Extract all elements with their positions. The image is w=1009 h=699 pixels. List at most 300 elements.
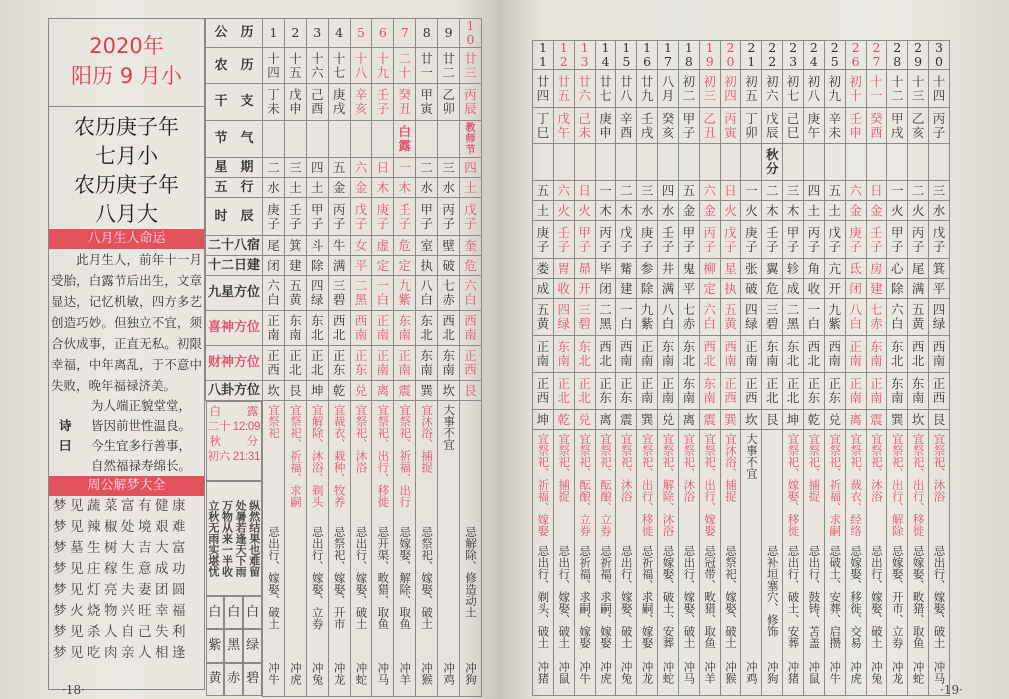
solar-date-cell: 22 bbox=[762, 41, 783, 70]
auspicious-cell bbox=[908, 430, 929, 541]
clash-cell bbox=[460, 646, 482, 696]
mansion-cell: 虚 bbox=[372, 236, 394, 256]
hour-cell: 壬子 bbox=[866, 221, 887, 259]
clash-cell bbox=[783, 655, 804, 695]
clash-cell-text: 冲虎 bbox=[598, 660, 613, 684]
day-officer-cell: 除 bbox=[637, 279, 658, 299]
fortune-text-body: 此月生人，前年十一月受胎，白露节后出生，文章显达，记忆机敏，四方多艺创造巧妙。但独立不宜，须合伙成事，正直无私。初限幸福，中年离乱，于不意中失败，晚年福禄济美。 bbox=[51, 252, 202, 393]
row-solar-date bbox=[206, 19, 482, 48]
hour-cell: 庚子 bbox=[845, 221, 866, 259]
weekday-cell: 五 bbox=[678, 181, 699, 201]
wealth-god-cell: 正南 bbox=[637, 373, 658, 410]
row-ganzhi bbox=[533, 108, 950, 144]
inauspicious-cell bbox=[350, 516, 372, 646]
term-time: 二十 12:09 bbox=[207, 421, 261, 433]
day-officer-cell: 平 bbox=[678, 279, 699, 299]
dream-line: 梦见庄稼生意成功 bbox=[53, 561, 189, 577]
ganzhi-cell: 戊申 bbox=[284, 84, 306, 121]
joy-god-cell: 东北 bbox=[783, 336, 804, 373]
row-auspicious bbox=[533, 430, 950, 541]
nine-star-cell: 三碧 bbox=[762, 299, 783, 336]
ganzhi-cell: 辛亥 bbox=[350, 84, 372, 121]
solar-date-cell: 10 bbox=[460, 19, 482, 48]
fortune-text bbox=[49, 249, 204, 396]
auspicious-cell-text: 宜祭祀、解除、沐浴 bbox=[661, 433, 676, 537]
clash-cell bbox=[637, 655, 658, 695]
inauspicious-cell bbox=[658, 540, 679, 655]
trigram-cell: 坎 bbox=[908, 410, 929, 430]
lunar-months bbox=[49, 113, 204, 229]
day-officer-cell: 开 bbox=[574, 279, 595, 299]
ganzhi-cell: 己酉 bbox=[306, 84, 328, 121]
weekday-cell: 六 bbox=[350, 158, 372, 178]
lower-left-block bbox=[206, 401, 263, 696]
clash-cell-text: 冲羊 bbox=[703, 660, 718, 684]
joy-god-cell: 西北 bbox=[438, 311, 460, 346]
term-char: 秋 bbox=[209, 436, 221, 448]
auspicious-cell bbox=[553, 430, 574, 541]
weekday-cell: 日 bbox=[866, 181, 887, 201]
five-elements-cell: 水 bbox=[637, 201, 658, 221]
inauspicious-cell-text: 忌祈福、求嗣、嫁娶 bbox=[640, 545, 655, 649]
clash-cell bbox=[394, 646, 416, 696]
hour-cell: 戊子 bbox=[824, 221, 845, 259]
auspicious-cell bbox=[637, 430, 658, 541]
mansion-cell: 房 bbox=[866, 259, 887, 279]
solar-date-cell: 28 bbox=[887, 41, 908, 70]
nine-star-cell: 五黄 bbox=[720, 299, 741, 336]
wealth-god-cell: 正西 bbox=[741, 373, 762, 410]
ganzhi-cell: 丙辰 bbox=[460, 84, 482, 121]
clash-cell bbox=[824, 655, 845, 695]
clash-cell-text: 冲鼠 bbox=[557, 660, 572, 684]
five-elements-cell: 火 bbox=[741, 201, 762, 221]
solar-date-cell: 5 bbox=[350, 19, 372, 48]
clash-cell-text: 冲龙 bbox=[332, 661, 347, 685]
solar-term-cell bbox=[306, 121, 328, 158]
day-officer-cell: 建 bbox=[284, 256, 306, 276]
solar-term-cell bbox=[416, 121, 438, 158]
auspicious-cell bbox=[803, 430, 824, 541]
weekday-cell: 六 bbox=[699, 181, 720, 201]
dream-line: 梦见辣椒处境艰难 bbox=[53, 519, 189, 535]
lunar-date-cell: 廿七 bbox=[595, 70, 616, 108]
term-char: 露 bbox=[246, 406, 258, 418]
inauspicious-cell bbox=[845, 540, 866, 655]
auspicious-cell bbox=[887, 430, 908, 541]
lunar-date-cell: 廿五 bbox=[553, 70, 574, 108]
joy-god-cell: 东南 bbox=[284, 311, 306, 346]
wealth-god-cell: 正东 bbox=[803, 373, 824, 410]
inauspicious-cell-text: 忌祈福、求嗣、嫁娶 bbox=[598, 545, 613, 649]
five-elements-cell: 金 bbox=[699, 201, 720, 221]
auspicious-cell bbox=[328, 401, 350, 517]
weekday-cell: 四 bbox=[658, 181, 679, 201]
auspicious-cell-text: 宜祭祀、祈福、嫁娶 bbox=[536, 433, 551, 537]
inauspicious-cell-text: 忌出行、嫁娶、破土 bbox=[354, 526, 369, 630]
row-label: 八卦方位 bbox=[206, 381, 263, 401]
nine-star-cell: 七赤 bbox=[438, 276, 460, 311]
day-officer-cell: 满 bbox=[658, 279, 679, 299]
clash-cell bbox=[803, 655, 824, 695]
solar-date-cell: 18 bbox=[678, 41, 699, 70]
wealth-god-cell: 正东 bbox=[350, 346, 372, 381]
almanac-table-right bbox=[532, 40, 950, 696]
hour-cell: 丙子 bbox=[908, 221, 929, 259]
inauspicious-cell bbox=[553, 540, 574, 655]
lunar-date-cell: 十二 bbox=[887, 70, 908, 108]
auspicious-cell-text: 宜祭祀、祈福、求嗣 bbox=[288, 404, 303, 508]
lunar-date-cell: 廿九 bbox=[637, 70, 658, 108]
solar-date-cell: 15 bbox=[616, 41, 637, 70]
clash-cell-text: 冲蛇 bbox=[911, 660, 926, 684]
ganzhi-cell: 丁未 bbox=[263, 84, 285, 121]
weekday-cell: 五 bbox=[824, 181, 845, 201]
solar-term-cell bbox=[908, 144, 929, 181]
solar-date-cell: 27 bbox=[866, 41, 887, 70]
row-lunar-date bbox=[206, 48, 482, 84]
weekday-cell: 四 bbox=[803, 181, 824, 201]
wealth-god-cell: 正西 bbox=[720, 373, 741, 410]
trigram-cell: 坎 bbox=[438, 381, 460, 401]
joy-god-cell: 东北 bbox=[416, 311, 438, 346]
solar-date-cell: 8 bbox=[416, 19, 438, 48]
day-officer-cell: 满 bbox=[908, 279, 929, 299]
nine-star-cell: 九紫 bbox=[637, 299, 658, 336]
row-label: 时 辰 bbox=[206, 198, 263, 236]
wealth-god-cell: 正北 bbox=[762, 373, 783, 410]
weekday-cell: 四 bbox=[460, 158, 482, 178]
solar-term-cell bbox=[574, 144, 595, 181]
trigram-cell: 震 bbox=[616, 410, 637, 430]
clash-cell-text: 冲牛 bbox=[578, 660, 593, 684]
inauspicious-cell-text: 忌嫁娶、开市、立券 bbox=[890, 545, 905, 649]
auspicious-cell bbox=[741, 430, 762, 541]
lunar-line: 农历庚子年 bbox=[74, 173, 179, 197]
auspicious-cell bbox=[783, 430, 804, 541]
hour-cell: 戊子 bbox=[350, 198, 372, 236]
joy-god-cell: 东南 bbox=[394, 311, 416, 346]
five-elements-cell: 火 bbox=[574, 201, 595, 221]
nine-star-cell: 九紫 bbox=[394, 276, 416, 311]
row-trigram bbox=[533, 410, 950, 430]
clash-cell-text: 冲虎 bbox=[288, 661, 303, 685]
auspicious-cell bbox=[284, 401, 306, 517]
row-auspicious bbox=[206, 401, 482, 517]
clash-cell bbox=[553, 655, 574, 695]
day-officer-cell: 收 bbox=[553, 279, 574, 299]
day-officer-cell: 执 bbox=[416, 256, 438, 276]
inauspicious-cell-text: 忌祈福、求嗣、嫁娶 bbox=[578, 545, 593, 649]
day-officer-cell: 闭 bbox=[595, 279, 616, 299]
clash-cell bbox=[595, 655, 616, 695]
star-grid-cell: 紫 bbox=[206, 629, 225, 662]
almanac-table-left bbox=[205, 18, 482, 697]
inauspicious-cell bbox=[533, 540, 554, 655]
joy-god-cell: 正南 bbox=[845, 336, 866, 373]
day-officer-cell: 成 bbox=[783, 279, 804, 299]
dream-banner: 周公解梦大全 bbox=[49, 476, 204, 496]
inauspicious-cell-text: 忌嫁娶、移徙、交易 bbox=[849, 545, 864, 649]
hour-cell: 壬子 bbox=[658, 221, 679, 259]
auspicious-cell bbox=[658, 430, 679, 541]
day-officer-cell: 平 bbox=[929, 279, 950, 299]
row-day-officer bbox=[533, 279, 950, 299]
left-page bbox=[0, 0, 500, 699]
ganzhi-cell: 庚戌 bbox=[328, 84, 350, 121]
ganzhi-cell: 庚申 bbox=[595, 108, 616, 144]
wealth-god-cell: 正南 bbox=[658, 373, 679, 410]
star-grid-cell: 白 bbox=[206, 596, 225, 629]
solar-date-cell: 21 bbox=[741, 41, 762, 70]
trigram-cell: 坤 bbox=[306, 381, 328, 401]
weekday-cell: 一 bbox=[595, 181, 616, 201]
solar-date-cell: 12 bbox=[553, 41, 574, 70]
inauspicious-cell bbox=[416, 516, 438, 646]
clash-cell-text: 冲狗 bbox=[463, 661, 478, 685]
lunar-date-cell: 初十 bbox=[845, 70, 866, 108]
nine-star-cell: 二黑 bbox=[595, 299, 616, 336]
mansion-cell: 毕 bbox=[595, 259, 616, 279]
clash-cell-text: 冲兔 bbox=[619, 660, 634, 684]
wealth-god-cell: 正西 bbox=[533, 373, 554, 410]
poem bbox=[49, 396, 204, 476]
wealth-god-cell: 东南 bbox=[678, 373, 699, 410]
trigram-cell: 巽 bbox=[887, 410, 908, 430]
mansion-cell: 星 bbox=[720, 259, 741, 279]
dream-line: 梦墓生树大吉大富 bbox=[53, 540, 189, 556]
inauspicious-cell bbox=[574, 540, 595, 655]
poem-label: 诗 bbox=[59, 418, 72, 433]
day-officer-cell: 除 bbox=[887, 279, 908, 299]
hour-cell: 庚子 bbox=[372, 198, 394, 236]
day-officer-cell: 建 bbox=[616, 279, 637, 299]
day-officer-cell: 定 bbox=[699, 279, 720, 299]
nine-star-cell: 二黑 bbox=[350, 276, 372, 311]
row-label: 财神方位 bbox=[206, 346, 263, 381]
lunar-date-cell: 初三 bbox=[699, 70, 720, 108]
auspicious-cell-text: 宜祭祀、祈福、出行 bbox=[398, 404, 413, 508]
joy-god-cell: 东南 bbox=[553, 336, 574, 373]
clash-cell bbox=[908, 655, 929, 695]
auspicious-cell-text: 宜祭祀、捕捉 bbox=[557, 433, 572, 502]
lunar-date-cell: 十四 bbox=[263, 48, 285, 84]
lunar-date-cell: 廿二 bbox=[438, 48, 460, 84]
ganzhi-cell: 己巳 bbox=[783, 108, 804, 144]
five-elements-cell: 金 bbox=[866, 201, 887, 221]
weekday-cell: 四 bbox=[306, 158, 328, 178]
hour-cell: 甲子 bbox=[783, 221, 804, 259]
trigram-cell: 震 bbox=[394, 381, 416, 401]
five-elements-cell: 火 bbox=[553, 201, 574, 221]
solar-date-cell: 2 bbox=[284, 19, 306, 48]
hour-cell: 庚子 bbox=[533, 221, 554, 259]
weekday-cell: 五 bbox=[533, 181, 554, 201]
clash-cell-text: 冲猪 bbox=[536, 660, 551, 684]
nine-star-cell: 八白 bbox=[416, 276, 438, 311]
solar-date-cell: 24 bbox=[803, 41, 824, 70]
clash-cell-text: 冲狗 bbox=[765, 660, 780, 684]
wealth-god-cell: 正南 bbox=[394, 346, 416, 381]
year-title: 2020年 bbox=[89, 34, 164, 58]
five-elements-cell: 金 bbox=[845, 201, 866, 221]
row-nine-star bbox=[533, 299, 950, 336]
five-elements-cell: 火 bbox=[887, 201, 908, 221]
ganzhi-cell: 己未 bbox=[574, 108, 595, 144]
nine-star-cell: 五黄 bbox=[908, 299, 929, 336]
auspicious-cell bbox=[929, 430, 950, 541]
solar-term-cell bbox=[678, 144, 699, 181]
solar-term-cell bbox=[438, 121, 460, 158]
day-officer-cell: 除 bbox=[306, 256, 328, 276]
clash-cell bbox=[533, 655, 554, 695]
solar-date-cell: 25 bbox=[824, 41, 845, 70]
mansion-cell: 女 bbox=[350, 236, 372, 256]
auspicious-cell bbox=[845, 430, 866, 541]
joy-god-cell: 西北 bbox=[595, 336, 616, 373]
five-elements-cell: 土 bbox=[306, 178, 328, 198]
joy-god-cell: 正南 bbox=[533, 336, 554, 373]
row-solar-term bbox=[533, 144, 950, 181]
row-clash bbox=[533, 655, 950, 695]
hour-cell: 甲子 bbox=[887, 221, 908, 259]
weekday-cell: 二 bbox=[908, 181, 929, 201]
auspicious-cell-text: 宜祭祀、沐浴 bbox=[932, 433, 947, 502]
right-page bbox=[500, 0, 1009, 699]
solar-term-cell bbox=[929, 144, 950, 181]
lunar-date-cell: 廿三 bbox=[460, 48, 482, 84]
five-elements-cell: 木 bbox=[616, 201, 637, 221]
row-nine-star bbox=[206, 276, 482, 311]
row-joy-god bbox=[533, 336, 950, 373]
five-elements-cell: 水 bbox=[263, 178, 285, 198]
ganzhi-cell: 甲寅 bbox=[416, 84, 438, 121]
auspicious-cell bbox=[394, 401, 416, 517]
day-officer-cell: 执 bbox=[720, 279, 741, 299]
lunar-date-cell: 廿八 bbox=[616, 70, 637, 108]
solar-term-cell bbox=[783, 144, 804, 181]
clash-cell-text: 冲鸡 bbox=[744, 660, 759, 684]
lunar-date-cell: 初四 bbox=[720, 70, 741, 108]
weekday-cell: 日 bbox=[372, 158, 394, 178]
inauspicious-cell bbox=[263, 516, 285, 646]
solar-term-cell bbox=[328, 121, 350, 158]
row-label: 五 行 bbox=[206, 178, 263, 198]
mansion-cell: 亢 bbox=[824, 259, 845, 279]
ganzhi-cell: 甲戌 bbox=[887, 108, 908, 144]
weekday-cell: 二 bbox=[263, 158, 285, 178]
proverb-column: 立秋无雨实堪忧 bbox=[206, 500, 220, 577]
row-lunar-date bbox=[533, 70, 950, 108]
five-elements-cell: 木 bbox=[762, 201, 783, 221]
solar-term-cell bbox=[553, 144, 574, 181]
row-label: 公 历 bbox=[206, 19, 263, 48]
lunar-date-cell: 十五 bbox=[284, 48, 306, 84]
hour-cell: 戊子 bbox=[720, 221, 741, 259]
clash-cell-text: 冲龙 bbox=[890, 660, 905, 684]
hour-cell: 丙子 bbox=[328, 198, 350, 236]
lunar-date-cell: 廿四 bbox=[533, 70, 554, 108]
weekday-cell: 二 bbox=[762, 181, 783, 201]
solar-term-cell bbox=[741, 144, 762, 181]
day-officer-cell: 开 bbox=[824, 279, 845, 299]
joy-god-cell: 西南 bbox=[824, 336, 845, 373]
mansion-cell: 翼 bbox=[762, 259, 783, 279]
weekday-cell: 三 bbox=[284, 158, 306, 178]
nine-star-cell: 三碧 bbox=[574, 299, 595, 336]
hour-cell: 丙子 bbox=[803, 221, 824, 259]
auspicious-cell-text: 宜沐浴、捕捉 bbox=[420, 404, 435, 473]
auspicious-cell bbox=[263, 401, 285, 517]
auspicious-cell-text: 宜裁衣、栽种、牧养 bbox=[332, 404, 347, 508]
row-trigram bbox=[206, 381, 482, 401]
mansion-cell: 室 bbox=[416, 236, 438, 256]
five-elements-cell: 水 bbox=[438, 178, 460, 198]
joy-god-cell: 东南 bbox=[762, 336, 783, 373]
wealth-god-cell: 正西 bbox=[460, 346, 482, 381]
row-five-elements bbox=[533, 201, 950, 221]
solar-term-cell bbox=[887, 144, 908, 181]
star-grid-cell: 白 bbox=[224, 596, 243, 629]
inauspicious-cell bbox=[637, 540, 658, 655]
clash-cell-text: 冲马 bbox=[376, 661, 391, 685]
proverb-column: 处暑若逢天下雨 bbox=[234, 500, 248, 577]
clash-cell-text: 冲蛇 bbox=[354, 661, 369, 685]
wealth-god-cell: 东南 bbox=[887, 373, 908, 410]
trigram-cell: 坤 bbox=[533, 410, 554, 430]
inauspicious-cell-text: 忌出行、嫁娶、破土 bbox=[869, 545, 884, 649]
clash-cell bbox=[372, 646, 394, 696]
hour-cell: 甲子 bbox=[574, 221, 595, 259]
trigram-cell: 兑 bbox=[574, 410, 595, 430]
five-elements-cell: 土 bbox=[824, 201, 845, 221]
clash-cell-text: 冲龙 bbox=[640, 660, 655, 684]
hour-cell: 壬子 bbox=[394, 198, 416, 236]
solar-term-cell bbox=[699, 144, 720, 181]
five-elements-cell: 木 bbox=[783, 201, 804, 221]
inauspicious-cell-text: 忌出行、剃头、破土 bbox=[536, 545, 551, 649]
dream-line: 梦见杀人自己失利 bbox=[53, 624, 189, 640]
wealth-god-cell: 东南 bbox=[908, 373, 929, 410]
solar-date-cell: 4 bbox=[328, 19, 350, 48]
joy-god-cell: 东南 bbox=[866, 336, 887, 373]
trigram-cell: 震 bbox=[866, 410, 887, 430]
trigram-cell: 离 bbox=[372, 381, 394, 401]
nine-star-cell: 六白 bbox=[699, 299, 720, 336]
day-officer-cell: 满 bbox=[328, 256, 350, 276]
clash-cell bbox=[762, 655, 783, 695]
trigram-cell: 艮 bbox=[460, 381, 482, 401]
five-elements-cell: 火 bbox=[720, 201, 741, 221]
ganzhi-cell: 乙丑 bbox=[699, 108, 720, 144]
hour-cell: 甲子 bbox=[678, 221, 699, 259]
solar-date-cell: 26 bbox=[845, 41, 866, 70]
ganzhi-cell: 丙子 bbox=[929, 108, 950, 144]
clash-cell bbox=[720, 655, 741, 695]
clash-cell bbox=[306, 646, 328, 696]
nine-star-cell: 四绿 bbox=[553, 299, 574, 336]
lunar-line: 七月小 bbox=[95, 144, 158, 168]
nine-star-cell: 八白 bbox=[658, 299, 679, 336]
joy-god-cell: 正南 bbox=[372, 311, 394, 346]
five-elements-cell: 土 bbox=[284, 178, 306, 198]
weekday-cell: 三 bbox=[783, 181, 804, 201]
inauspicious-cell bbox=[460, 516, 482, 646]
solar-date-cell: 7 bbox=[394, 19, 416, 48]
weekday-cell: 一 bbox=[887, 181, 908, 201]
row-joy-god bbox=[206, 311, 482, 346]
row-label: 九星方位 bbox=[206, 276, 263, 311]
